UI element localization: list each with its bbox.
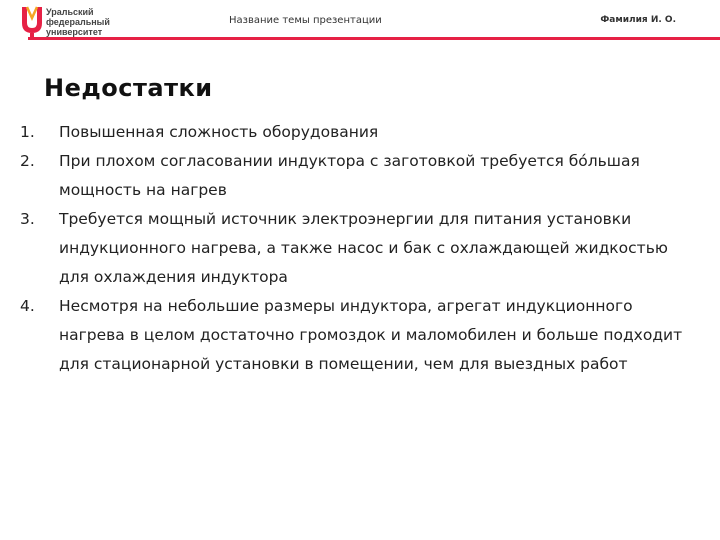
list-item (20, 292, 700, 379)
disadvantages-list (20, 118, 700, 379)
logo-line-2: федеральный (46, 17, 110, 27)
header-rule (28, 37, 720, 40)
author-name: Фамилия И. О. (600, 15, 676, 25)
slide-header (0, 0, 720, 44)
urfu-logo-icon (21, 6, 43, 38)
slide-title: Недостатки (44, 74, 213, 102)
logo-line-1: Уральский (46, 7, 94, 17)
list-item (20, 118, 700, 147)
urfu-logo (21, 6, 121, 38)
logo-text (46, 7, 110, 37)
list-item-text: Требуется мощный источник электроэнергии для питания установки индукционного нагрева, а также насос и бак с охлаждающей жидкостью для охлаждения индуктора (59, 210, 668, 286)
logo-line-3: университет (46, 27, 103, 37)
list-item-number: 3. (20, 210, 35, 228)
list-item-number: 1. (20, 123, 35, 141)
list-item-text: Несмотря на небольшие размеры индуктора, агрегат индукционного нагрева в целом достаточно громоздок и маломобилен и больше подходит для стационарной установки в помещении, чем для выездных работ (59, 297, 683, 373)
list-item (20, 205, 700, 292)
list-item-number: 2. (20, 152, 35, 170)
list-item-text: При плохом согласовании индуктора с заготовкой требуется бо́льшая мощность на нагрев (59, 152, 640, 199)
presentation-title: Название темы презентации (229, 15, 382, 26)
list-item-number: 4. (20, 297, 35, 315)
list-item-text: Повышенная сложность оборудования (59, 123, 379, 141)
list-item (20, 147, 700, 205)
